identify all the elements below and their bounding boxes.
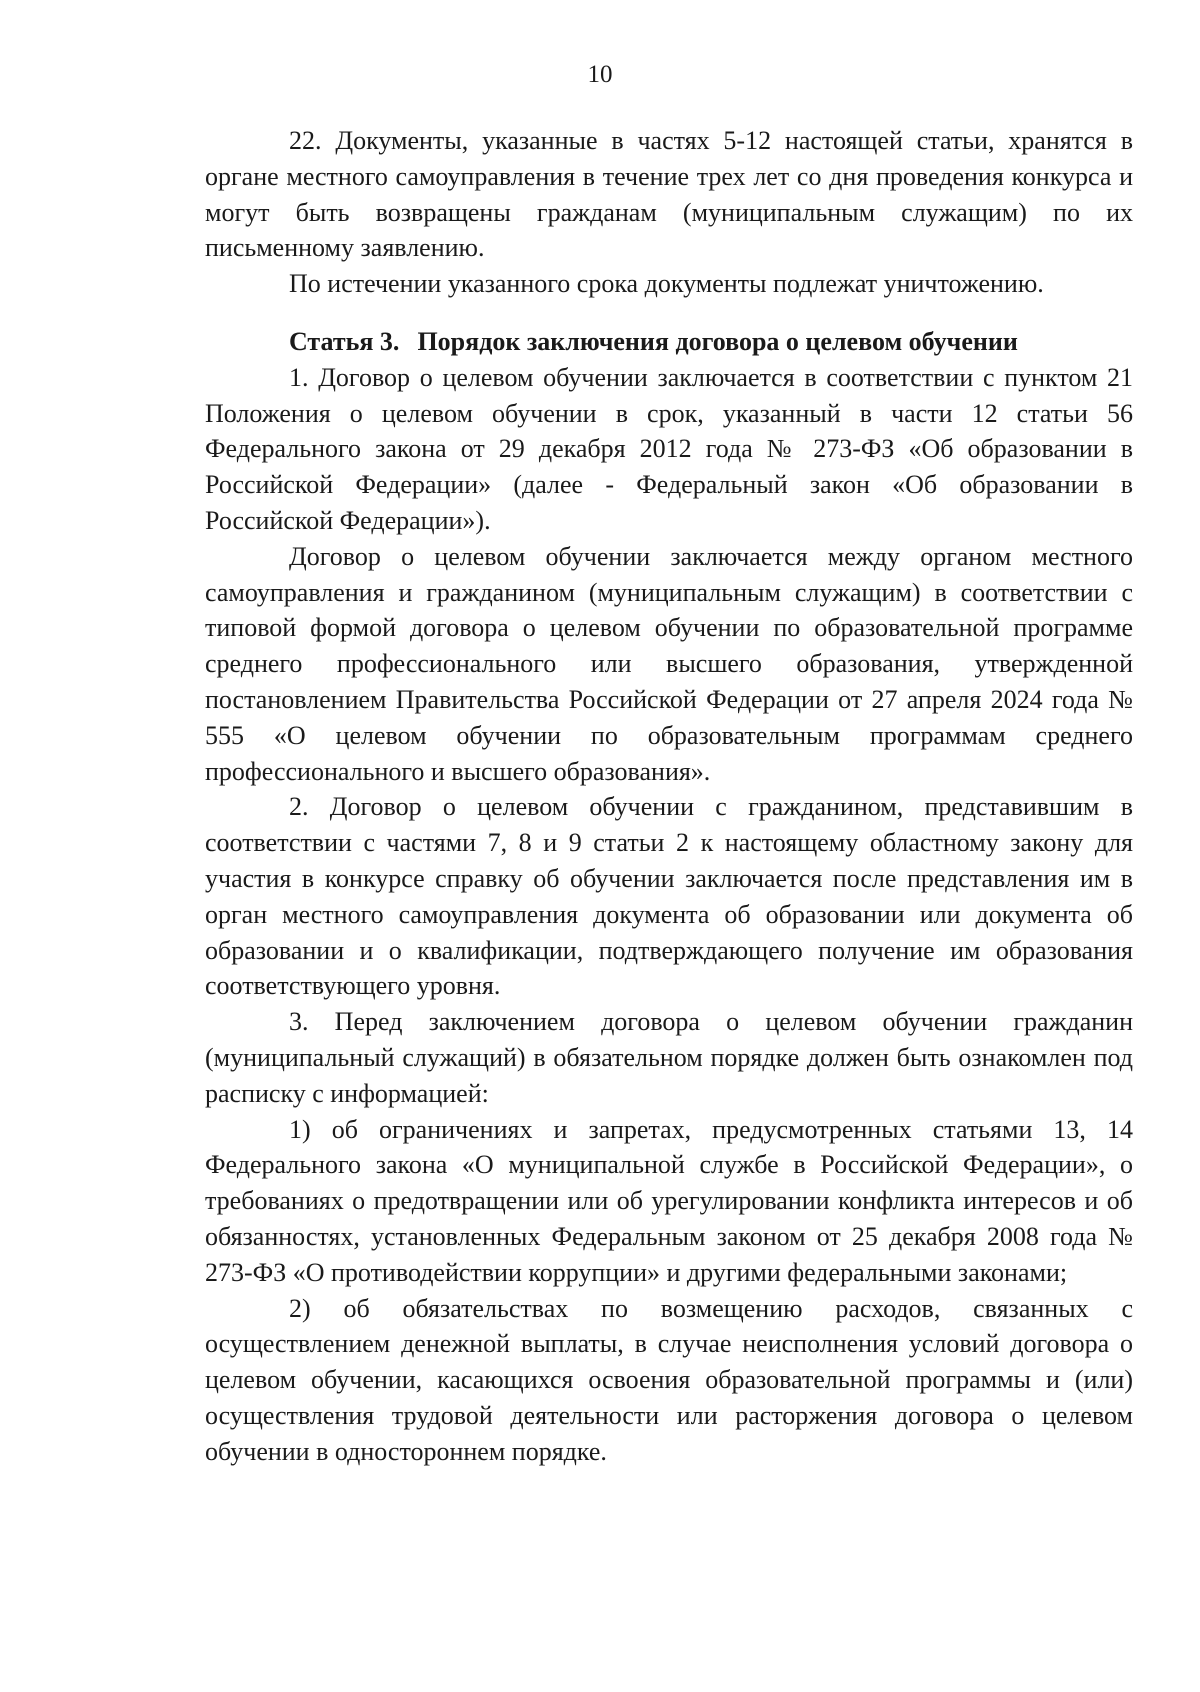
paragraph-contract-parties: Договор о целевом обучении заключается между органом местного самоуправления и гражданином (муниципальным служащим) в соответствии с типовой формой договора о целевом обучении по образовательной программе среднего профессионального или высшего образования, утвержденной постановлением Правительства Российской Федерации от 27 апреля 2024 года № 555 «О целевом обучении по образовательным программам среднего профессионального и высшего образования». [205, 541, 1133, 786]
paragraph-22: 22. Документы, указанные в частях 5-12 настоящей статьи, хранятся в органе местного самоуправления в течение трех лет со дня проведения конкурса и могут быть возвращены гражданам (муниципальным служащим) по их письменному заявлению. [205, 126, 1133, 263]
paragraph-3: 3. Перед заключением договора о целевом обучении гражданин (муниципальный служащий) в обязательном порядке должен быть ознакомлен под расписку с информацией: [205, 1007, 1133, 1108]
article-title: Порядок заключения договора о целевом обучении [417, 326, 1018, 356]
article-label: Статья 3. [289, 326, 400, 356]
paragraph-2: 2. Договор о целевом обучении с гражданином, представившим в соответствии с частями 7, 8 и 9 статьи 2 к настоящему областному закону для участия в конкурсе справку об обучении заключается после представления им в орган местного самоуправления документа об образовании или документа об образовании и о квалификации, подтверждающего получение им образования соответствующего уровня. [205, 792, 1133, 1001]
page-number: 10 [587, 61, 613, 88]
list-item-2: 2) об обязательствах по возмещению расходов, связанных с осуществлением денежной выплаты, в случае неисполнения условий договора о целевом обучении, касающихся освоения образовательной программы и (или) осуществления трудовой деятельности или расторжения договора о целевом обучении в одностороннем порядке. [205, 1293, 1133, 1466]
paragraph-destruction: По истечении указанного срока документы подлежат уничтожению. [289, 269, 1044, 299]
list-item-1: 1) об ограничениях и запретах, предусмотренных статьями 13, 14 Федерального закона «О муниципальной службе в Российской Федерации», о требованиях о предотвращении или об урегулировании конфликта интересов и об обязанностях, установленных Федеральным законом от 25 декабря 2008 года № 273-ФЗ «О противодействии коррупции» и другими федеральными законами; [205, 1114, 1133, 1287]
article-heading [205, 324, 1133, 360]
paragraph-1: 1. Договор о целевом обучении заключается в соответствии с пунктом 21 Положения о целевом обучении в срок, указанный в части 12 статьи 56 Федерального закона от 29 декабря 2012 года № 273-ФЗ «Об образовании в Российской Федерации» (далее - Федеральный закон «Об образовании в Российской Федерации»). [205, 362, 1133, 535]
document-body [205, 123, 1133, 1469]
